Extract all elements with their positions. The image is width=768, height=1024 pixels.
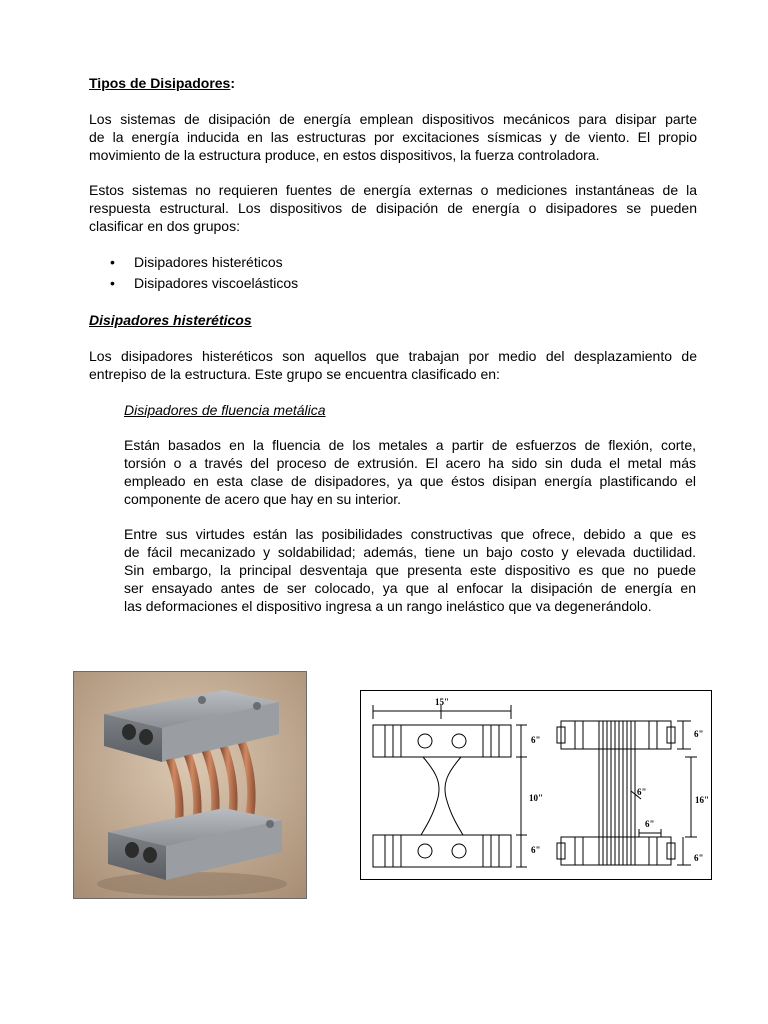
text-line: entrepiso de la estructura. Este grupo se encuentra clasificado en:	[89, 366, 500, 382]
paragraph-hysteretic	[89, 347, 697, 383]
text-line: respuesta estructural. Los dispositivos de disipación de energía o disipadores se pueden	[89, 200, 697, 216]
title-text: Tipos de Disipadores	[89, 75, 231, 91]
text-line: Están basados en la fluencia de los metales a partir de esfuerzos de flexión, corte,	[124, 437, 696, 453]
text-line: de la energía inducida en las estructuras por excitaciones sísmicas y de viento. El propio	[89, 129, 697, 145]
text-line: movimiento de la estructura produce, en estos dispositivos, la fuerza controladora.	[89, 147, 600, 163]
top-block	[373, 725, 511, 757]
label-block-h4: 6"	[694, 853, 704, 863]
list-item: • Disipadores histeréticos	[110, 252, 298, 273]
paragraph-virtues	[124, 525, 696, 615]
text-line: Los sistemas de disipación de energía emplean dispositivos mecánicos para disipar parte	[89, 111, 697, 127]
dissipator-groups-list	[110, 252, 298, 294]
list-item: • Disipadores viscoelásticos	[110, 273, 298, 294]
text-line: torsión o a través del proceso de extrusión. El acero ha sido sin duda el metal más	[124, 455, 696, 471]
label-block-h2: 6"	[531, 845, 541, 855]
damper-photo	[73, 671, 307, 899]
label-block-h3: 6"	[694, 729, 704, 739]
text-line: Entre sus virtudes están las posibilidades constructivas que ofrece, debido a que es	[124, 526, 696, 542]
text-line: clasificar en dos grupos:	[89, 218, 240, 234]
label-width-top: 15"	[435, 697, 449, 707]
text-line: componente de acero que hay en su interior.	[124, 491, 402, 507]
text-line: Los disipadores histeréticos son aquellos que trabajan por medio del desplazamiento de	[89, 348, 697, 364]
section-heading	[89, 311, 697, 329]
label-height-right: 16"	[695, 795, 709, 805]
paragraph-yield	[124, 436, 696, 508]
text-line: Sin embargo, la principal desventaja que presenta este dispositivo es que no puede	[124, 562, 696, 578]
label-gap: 6"	[645, 819, 655, 829]
text-line: de fácil mecanizado y soldabilidad; además, tiene un bajo costo y elevada ductilidad.	[124, 544, 696, 560]
plate-outline	[421, 757, 439, 835]
text-line: ser ensayado antes de ser colocado, ya que al enfocar la disipación de energía en	[124, 580, 696, 596]
label-plates: 6"	[637, 787, 647, 797]
subheading	[124, 401, 696, 419]
bottom-block	[373, 835, 511, 867]
paragraph-systems	[89, 181, 697, 235]
damper-technical-drawing	[360, 690, 712, 880]
section-heading-text: Disipadores histeréticos	[89, 312, 252, 328]
subheading-text: Disipadores de fluencia metálica	[124, 402, 326, 418]
damper-photo-illustration	[74, 672, 307, 899]
technical-drawing-svg	[361, 691, 712, 880]
text-line: empleado en esta clase de disipadores, ya que éstos disipan energía plastificando el	[124, 473, 696, 489]
title-colon: :	[230, 75, 236, 91]
label-height-left: 10"	[529, 793, 543, 803]
text-line: Estos sistemas no requieren fuentes de energía externas o mediciones instantáneas de la	[89, 182, 697, 198]
page-title	[89, 74, 697, 92]
label-block-h1: 6"	[531, 735, 541, 745]
text-line: las deformaciones el dispositivo ingresa a un rango inelástico que va degenerándolo.	[124, 598, 652, 614]
paragraph-intro	[89, 110, 697, 164]
